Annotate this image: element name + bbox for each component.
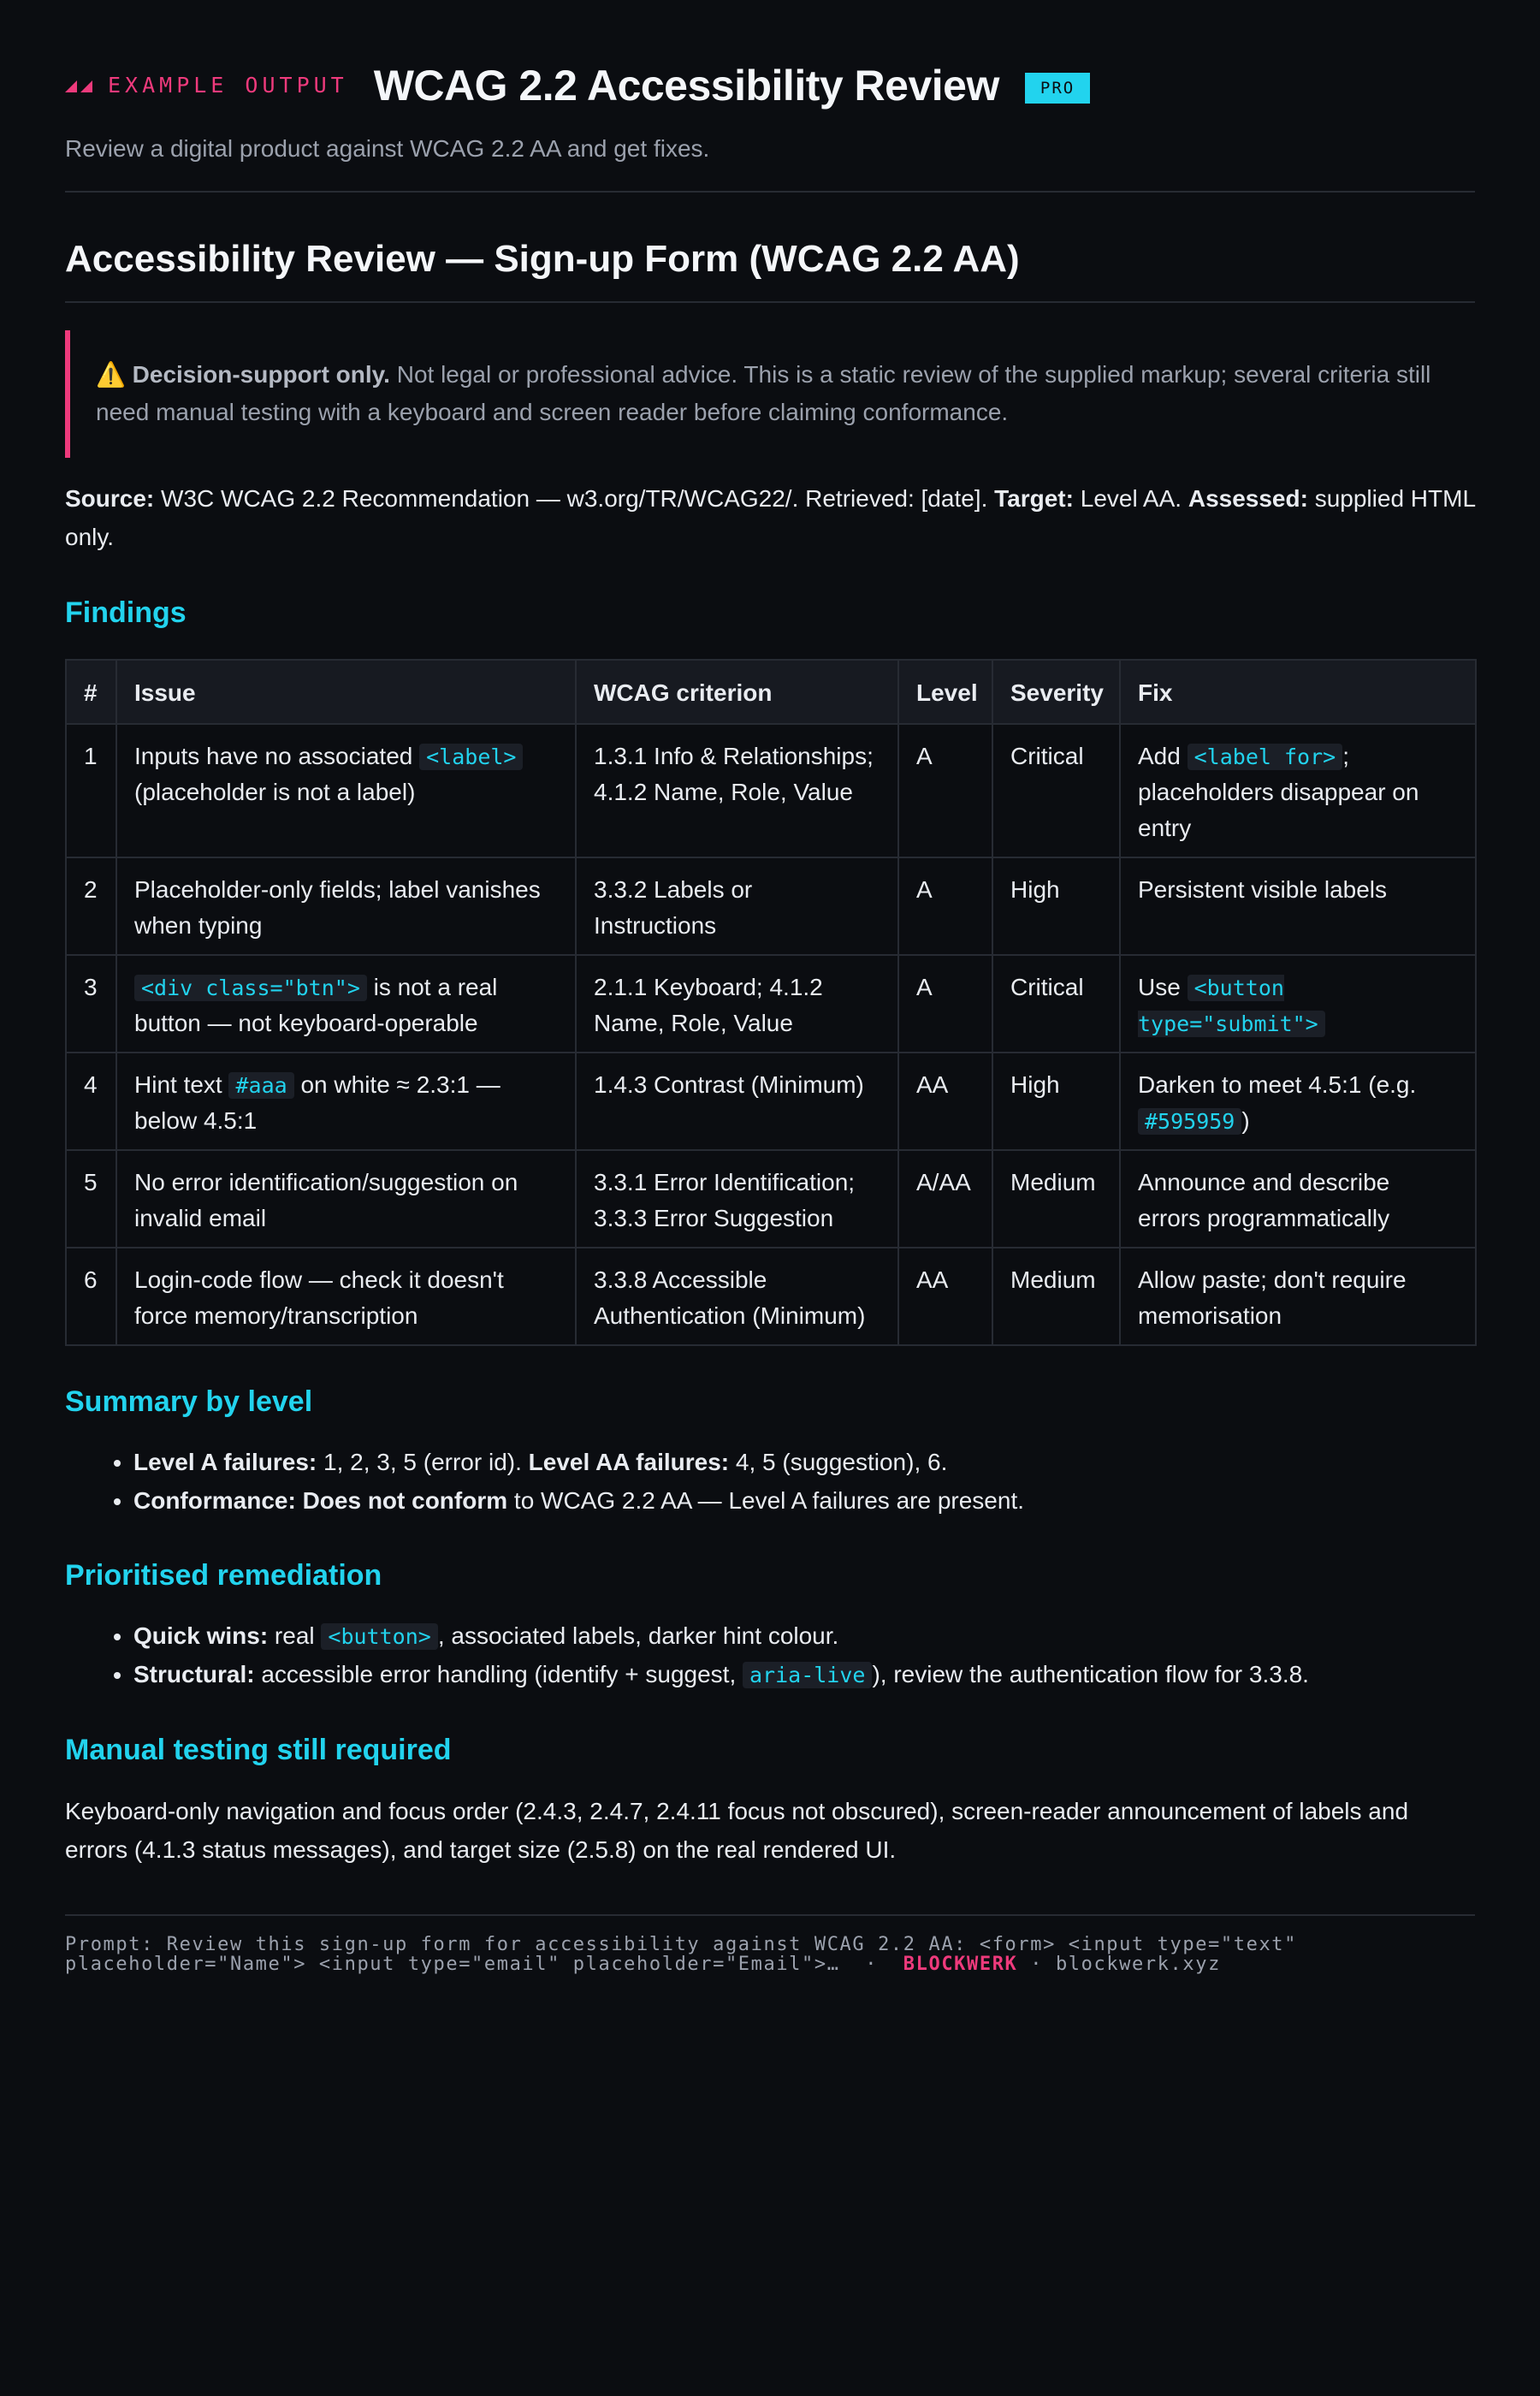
- cell-fix: [1120, 955, 1476, 1053]
- eyebrow-label: EXAMPLE OUTPUT: [108, 73, 348, 98]
- cell-text: No error identification/suggestion on invalid email: [134, 1169, 518, 1232]
- cell-level: A: [898, 857, 992, 955]
- cell-text: (placeholder is not a label): [134, 779, 416, 806]
- cell-criterion: 1.4.3 Contrast (Minimum): [576, 1053, 898, 1150]
- cell-number: 6: [66, 1248, 116, 1345]
- remediation-list: [65, 1617, 1475, 1694]
- assessed-text: supplied HTML only.: [65, 485, 1475, 550]
- source-text: W3C WCAG 2.2 Recommendation — w3.org/TR/WCAG22/. Retrieved: [date].: [154, 485, 995, 513]
- cell-text: on white ≈ 2.3:1 — below 4.5:1: [134, 1071, 500, 1135]
- inline-code: #aaa: [228, 1072, 293, 1099]
- cell-issue: [116, 724, 576, 857]
- cell-text: Login-code flow — check it doesn't force memory/transcription: [134, 1266, 504, 1330]
- inline-code: <button type="submit">: [1138, 975, 1325, 1037]
- target-label: Target:: [994, 485, 1074, 513]
- cell-issue: [116, 955, 576, 1053]
- list-item: [133, 1482, 1475, 1521]
- cell-fix: [1120, 724, 1476, 857]
- level-a-text: 1, 2, 3, 5 (error id).: [317, 1448, 529, 1475]
- table-row: [66, 955, 1476, 1053]
- level-aa-text: 4, 5 (suggestion), 6.: [729, 1448, 948, 1475]
- column-header: #: [66, 660, 116, 724]
- cell-issue: [116, 1053, 576, 1150]
- list-item: [133, 1617, 1475, 1656]
- list-item: [133, 1444, 1475, 1482]
- cell-text: Announce and describe errors programmatically: [1138, 1169, 1390, 1232]
- cell-severity: Critical: [992, 724, 1120, 857]
- source-label: Source:: [65, 485, 155, 513]
- manual-testing-heading: Manual testing still required: [65, 1733, 452, 1766]
- inline-code: #595959: [1138, 1108, 1241, 1135]
- callout-strong: Decision-support only.: [132, 360, 390, 388]
- warning-icon: ⚠️: [96, 360, 126, 388]
- cell-text: Placeholder-only fields; label vanishes when typing: [134, 876, 541, 940]
- cell-level: AA: [898, 1248, 992, 1345]
- inline-code: aria-live: [743, 1662, 872, 1688]
- findings-heading: Findings: [65, 596, 187, 629]
- cell-text: ): [1241, 1107, 1250, 1135]
- eyebrow: [65, 68, 348, 103]
- footer-separator: ·: [839, 1953, 903, 1975]
- column-header: Fix: [1120, 660, 1476, 724]
- header: [65, 51, 1475, 120]
- target-text: Level AA.: [1073, 485, 1188, 513]
- findings-table: [65, 659, 1477, 1346]
- divider: [65, 1914, 1475, 1916]
- page: [65, 51, 1475, 1974]
- table-row: [66, 1053, 1476, 1150]
- inline-code: <label>: [419, 744, 523, 770]
- cell-text: is not a real button — not keyboard-operable: [134, 974, 498, 1037]
- cell-number: 1: [66, 724, 116, 857]
- conformance-label: Conformance: Does not conform: [133, 1486, 508, 1514]
- assessed-label: Assessed:: [1188, 485, 1308, 513]
- cell-number: 5: [66, 1150, 116, 1248]
- cell-criterion: 3.3.1 Error Identification; 3.3.3 Error Suggestion: [576, 1150, 898, 1248]
- footer-prompt: Prompt: Review this sign-up form for accessibility against WCAG 2.2 AA: <form> <input type="text" placeholder="Name"> <input type="email" placeholder="Email">…: [65, 1933, 1297, 1975]
- cell-fix: [1120, 1053, 1476, 1150]
- column-header: Level: [898, 660, 992, 724]
- cell-criterion: 3.3.2 Labels or Instructions: [576, 857, 898, 955]
- cell-issue: [116, 857, 576, 955]
- cell-text: Add: [1138, 743, 1188, 770]
- cell-criterion: 2.1.1 Keyboard; 4.1.2 Name, Role, Value: [576, 955, 898, 1053]
- cell-number: 3: [66, 955, 116, 1053]
- cell-criterion: 3.3.8 Accessible Authentication (Minimum): [576, 1248, 898, 1345]
- quick-wins-text: , associated labels, darker hint colour.: [437, 1622, 839, 1649]
- cell-level: A/AA: [898, 1150, 992, 1248]
- inline-code: <div class="btn">: [134, 975, 367, 1001]
- cell-severity: Critical: [992, 955, 1120, 1053]
- cell-text: Hint text: [134, 1071, 229, 1099]
- subtitle: Review a digital product against WCAG 2.2 AA and get fixes.: [65, 135, 710, 162]
- cell-severity: High: [992, 1053, 1120, 1150]
- inline-code: <label for>: [1188, 744, 1343, 770]
- quick-wins-text: real: [268, 1622, 322, 1649]
- summary-list: [65, 1444, 1475, 1521]
- cell-issue: [116, 1248, 576, 1345]
- conformance-text: to WCAG 2.2 AA — Level A failures are present.: [507, 1486, 1024, 1514]
- callout-text: Not legal or professional advice. This is a static review of the supplied markup; several criteria still need manual testing with a keyboard and screen reader before claiming conformance.: [96, 360, 1431, 426]
- footer-site: blockwerk.xyz: [1055, 1953, 1221, 1975]
- pro-badge: PRO: [1025, 73, 1090, 104]
- cell-text: Inputs have no associated: [134, 743, 420, 770]
- table-row: [66, 1150, 1476, 1248]
- cell-fix: [1120, 1248, 1476, 1345]
- cell-fix: [1120, 857, 1476, 955]
- structural-label: Structural:: [133, 1660, 255, 1687]
- structural-text: accessible error handling (identify + suggest,: [254, 1660, 743, 1687]
- column-header: WCAG criterion: [576, 660, 898, 724]
- cell-text: Allow paste; don't require memorisation: [1138, 1266, 1407, 1330]
- disclaimer-callout: [65, 330, 1475, 459]
- cell-fix: [1120, 1150, 1476, 1248]
- app-title: WCAG 2.2 Accessibility Review: [373, 62, 999, 110]
- report-heading: Accessibility Review — Sign-up Form (WCAG 2.2 AA): [65, 237, 1020, 280]
- level-aa-label: Level AA failures:: [528, 1448, 730, 1475]
- inline-code: <button>: [321, 1623, 437, 1650]
- cell-number: 2: [66, 857, 116, 955]
- structural-text: ), review the authentication flow for 3.3.8.: [872, 1660, 1309, 1687]
- cell-text: Persistent visible labels: [1138, 876, 1388, 904]
- brand-name: BLOCKWERK: [903, 1953, 1018, 1975]
- table-row: [66, 857, 1476, 955]
- table-row: [66, 1248, 1476, 1345]
- summary-heading: Summary by level: [65, 1385, 313, 1419]
- cell-level: A: [898, 955, 992, 1053]
- cell-severity: Medium: [992, 1150, 1120, 1248]
- list-item: [133, 1656, 1475, 1694]
- cell-text: ; placeholders disappear on entry: [1138, 743, 1419, 842]
- cell-severity: High: [992, 857, 1120, 955]
- findings-body: [66, 724, 1476, 1345]
- column-header: Severity: [992, 660, 1120, 724]
- remediation-heading: Prioritised remediation: [65, 1559, 382, 1592]
- cell-level: A: [898, 724, 992, 857]
- cell-criterion: 1.3.1 Info & Relationships; 4.1.2 Name, Role, Value: [576, 724, 898, 857]
- divider: [65, 191, 1475, 193]
- column-header: Issue: [116, 660, 576, 724]
- cell-number: 4: [66, 1053, 116, 1150]
- footer: [65, 1935, 1475, 1974]
- manual-testing-text: Keyboard-only navigation and focus order (2.4.3, 2.4.7, 2.4.11 focus not obscured), screen-reader announcement of labels and errors (4.1.3 status messages), and target size (2.5.8) on the real rendered UI.: [65, 1798, 1409, 1863]
- cell-severity: Medium: [992, 1248, 1120, 1345]
- level-a-label: Level A failures:: [133, 1448, 317, 1475]
- cell-issue: [116, 1150, 576, 1248]
- footer-separator: ·: [1017, 1953, 1056, 1975]
- double-triangle-icon: [65, 79, 94, 92]
- source-line: [65, 480, 1475, 557]
- table-header-row: [66, 660, 1476, 724]
- divider: [65, 301, 1475, 303]
- cell-text: Darken to meet 4.5:1 (e.g.: [1138, 1071, 1417, 1099]
- cell-text: Use: [1138, 974, 1188, 1001]
- table-row: [66, 724, 1476, 857]
- cell-level: AA: [898, 1053, 992, 1150]
- quick-wins-label: Quick wins:: [133, 1622, 269, 1649]
